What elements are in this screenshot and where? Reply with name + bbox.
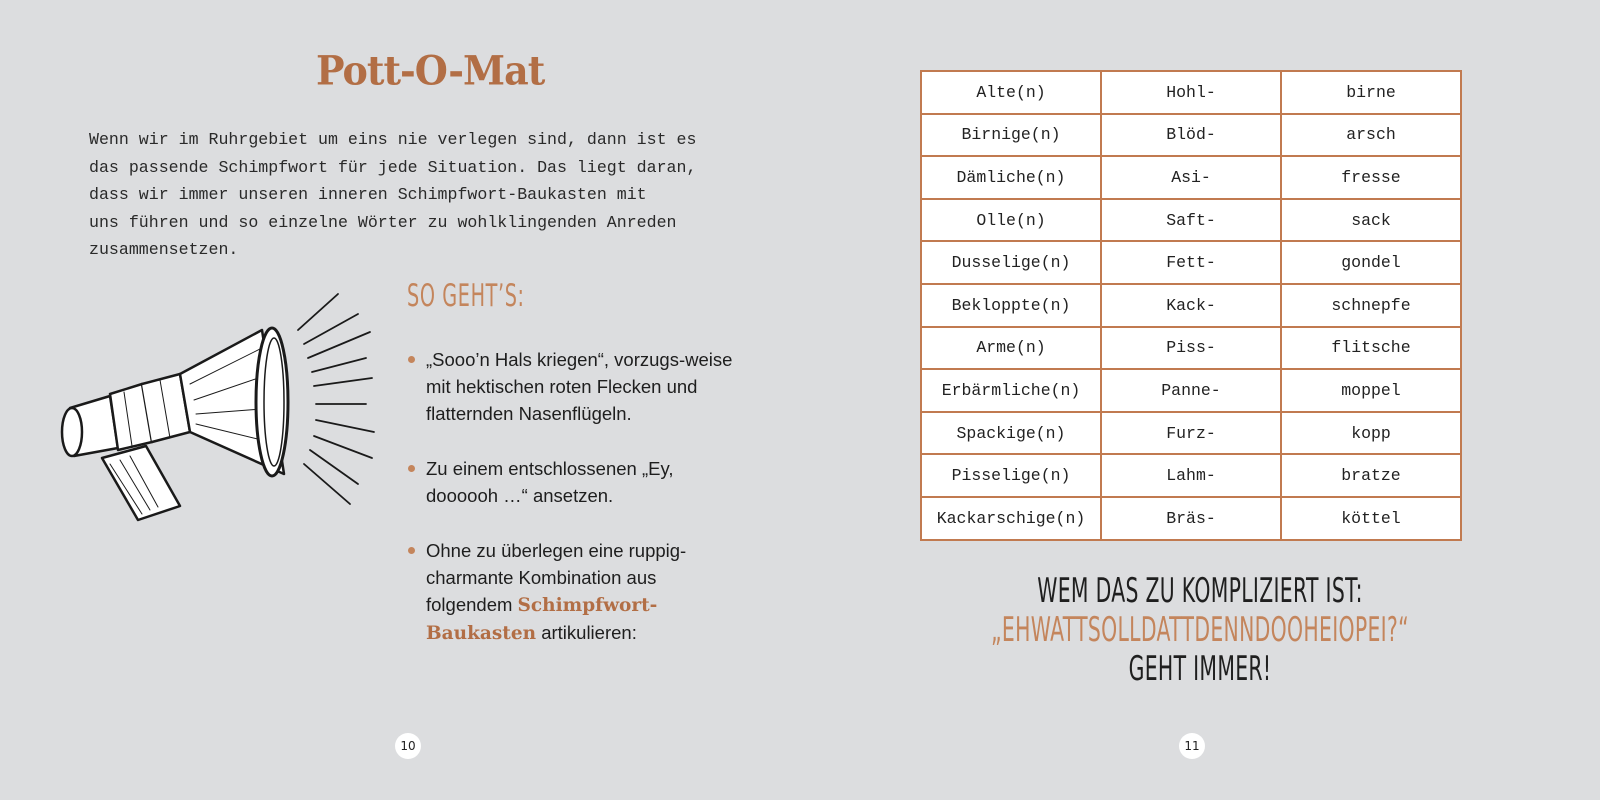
- table-row: [921, 369, 1461, 412]
- megaphone-icon: [40, 288, 390, 548]
- table-cell: Hohl-: [1101, 71, 1281, 114]
- insult-builder-table: [920, 70, 1462, 541]
- table-row: [921, 327, 1461, 370]
- table-row: [921, 497, 1461, 540]
- step-text: Ohne zu überlegen eine ruppig-charmante Kombination aus folgendem: [426, 540, 687, 615]
- step-text-end: artikulieren:: [541, 622, 637, 643]
- table-cell: Kack-: [1101, 284, 1281, 327]
- table-cell: Saft-: [1101, 199, 1281, 242]
- table-cell: Bekloppte(n): [921, 284, 1101, 327]
- table-row: [921, 284, 1461, 327]
- page-number: 10: [395, 733, 421, 759]
- table-cell: Asi-: [1101, 156, 1281, 199]
- intro-paragraph: Wenn wir im Ruhrgebiet um eins nie verlegen sind, dann ist es das passende Schimpfwort für jede Situation. Das liegt daran, dass wir immer unseren inneren Schimpfwort-Baukasten mit uns führen und so einzelne Wörter zu wohlklingenden Anreden zusammensetzen.: [89, 130, 697, 259]
- table-cell: Alte(n): [921, 71, 1101, 114]
- right-page: [800, 0, 1600, 800]
- table-cell: Birnige(n): [921, 114, 1101, 157]
- bullet-icon: [408, 465, 415, 472]
- closing-statement: [800, 572, 1600, 689]
- table-cell: Kackarschige(n): [921, 497, 1101, 540]
- table-row: [921, 114, 1461, 157]
- table-cell: schnepfe: [1281, 284, 1461, 327]
- list-item: [407, 346, 737, 427]
- table-row: [921, 199, 1461, 242]
- table-cell: arsch: [1281, 114, 1461, 157]
- table-cell: Spackige(n): [921, 412, 1101, 455]
- table-cell: Arme(n): [921, 327, 1101, 370]
- table-cell: Lahm-: [1101, 454, 1281, 497]
- table-row: [921, 156, 1461, 199]
- table-cell: Blöd-: [1101, 114, 1281, 157]
- closing-line-3: GEHT IMMER!: [1128, 649, 1272, 689]
- highlight-term: Schimpfwort-Baukasten: [426, 595, 658, 644]
- table-row: [921, 241, 1461, 284]
- table-cell: flitsche: [1281, 327, 1461, 370]
- step-text: „Sooo’n Hals kriegen“, vorzugs-weise mit hektischen roten Flecken und flatternden Nasenflügeln.: [426, 349, 733, 424]
- table-cell: Bräs-: [1101, 497, 1281, 540]
- bullet-icon: [408, 356, 415, 363]
- table-cell: Fett-: [1101, 241, 1281, 284]
- closing-line-1: WEM DAS ZU KOMPLIZIERT IST:: [1037, 571, 1363, 611]
- table-cell: fresse: [1281, 156, 1461, 199]
- table-row: [921, 71, 1461, 114]
- closing-line-2: „EHWATTSOLLDATTDENNDOOHEIOPEI?“: [991, 610, 1409, 650]
- table-row: [921, 454, 1461, 497]
- table-cell: bratze: [1281, 454, 1461, 497]
- table-cell: sack: [1281, 199, 1461, 242]
- list-item: [407, 537, 737, 647]
- table-cell: gondel: [1281, 241, 1461, 284]
- table-row: [921, 412, 1461, 455]
- table-cell: Erbärmliche(n): [921, 369, 1101, 412]
- table-cell: kopp: [1281, 412, 1461, 455]
- table-cell: Piss-: [1101, 327, 1281, 370]
- bullet-icon: [408, 547, 415, 554]
- list-item: [407, 455, 737, 509]
- table-cell: Pisselige(n): [921, 454, 1101, 497]
- table-cell: birne: [1281, 71, 1461, 114]
- table-cell: Dämliche(n): [921, 156, 1101, 199]
- table-cell: moppel: [1281, 369, 1461, 412]
- table-cell: Olle(n): [921, 199, 1101, 242]
- steps-list: [407, 346, 737, 675]
- table-cell: Furz-: [1101, 412, 1281, 455]
- table-cell: Dusselige(n): [921, 241, 1101, 284]
- page-title: Pott-O-Mat: [316, 46, 545, 95]
- table-cell: Panne-: [1101, 369, 1281, 412]
- table-cell: köttel: [1281, 497, 1461, 540]
- how-to-heading: SO GEHT’S:: [407, 278, 525, 314]
- page-number: 11: [1179, 733, 1205, 759]
- step-text: Zu einem entschlossenen „Ey, doooooh …“ ansetzen.: [426, 458, 674, 506]
